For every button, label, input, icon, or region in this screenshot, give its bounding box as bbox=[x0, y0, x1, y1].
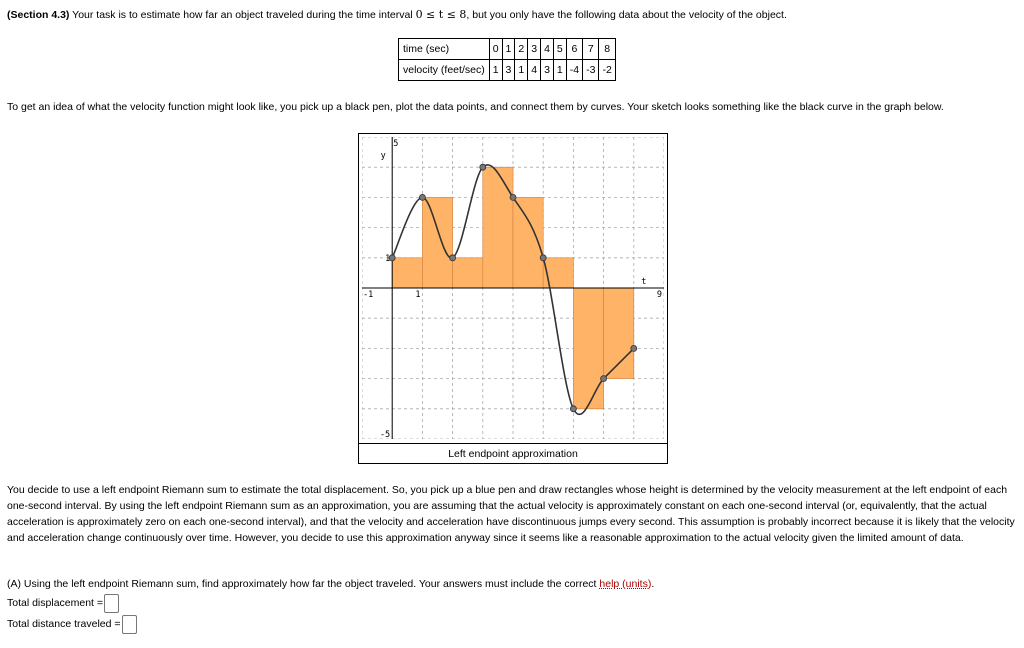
x-min-label: -1 bbox=[363, 290, 374, 300]
displacement-answer-input[interactable] bbox=[104, 594, 119, 613]
velocity-table bbox=[398, 38, 616, 81]
explanation-paragraph: You decide to use a left endpoint Riemann sum to estimate the total displacement. So, you pick up a blue pen and draw rectangles whose height is determined by the velocity measurement at the left endpoint of each one-second interval. By using the left endpoint Riemann sum as an approximation, you are assuming that the actual velocity is approximately constant on each one-second interval (or, equivalently, that the actual acceleration is approximately zero on each one-second interval), and that the velocity and acceleration have discontinuous jumps every second. This assumption is probably incorrect because it is likely that the velocity and acceleration change continuously over time. However, you decide to use this approximation anyway since it seems like a reasonable approximation to the actual velocity given the limited amount of data. bbox=[7, 484, 1015, 544]
graph-caption: Left endpoint approximation bbox=[359, 443, 667, 465]
riemann-rectangle bbox=[422, 197, 452, 288]
velocity-cell: -4 bbox=[566, 60, 582, 81]
y-max-label: 5 bbox=[393, 139, 399, 149]
help-units-link[interactable]: help (units) bbox=[599, 578, 652, 590]
time-header: time (sec) bbox=[399, 39, 490, 60]
sketch-text: To get an idea of what the velocity function might look like, you pick up a black pen, plot the data points, and connect them by curves. Your sketch looks something like the black curve in the graph below. bbox=[7, 101, 944, 113]
time-cell: 8 bbox=[599, 39, 615, 60]
question-end: . bbox=[651, 578, 655, 590]
riemann-rectangle bbox=[604, 288, 634, 379]
time-row bbox=[399, 39, 616, 60]
velocity-cell: 1 bbox=[489, 60, 502, 81]
y-axis-label: y bbox=[380, 151, 386, 161]
velocity-cell: -2 bbox=[599, 60, 615, 81]
data-point bbox=[631, 345, 637, 351]
distance-answer-input[interactable] bbox=[122, 615, 137, 634]
time-cell: 5 bbox=[553, 39, 566, 60]
velocity-row bbox=[399, 60, 616, 81]
time-cell: 7 bbox=[583, 39, 599, 60]
velocity-header: velocity (feet/sec) bbox=[399, 60, 490, 81]
data-point bbox=[601, 376, 607, 382]
interval-math: 0 ≤ t ≤ 8 bbox=[415, 8, 467, 21]
velocity-cell: 3 bbox=[541, 60, 554, 81]
data-point bbox=[480, 164, 486, 170]
x-max-label: 9 bbox=[656, 290, 662, 300]
time-cell: 4 bbox=[541, 39, 554, 60]
time-cell: 6 bbox=[566, 39, 582, 60]
time-cell: 2 bbox=[515, 39, 528, 60]
x-axis-label: t bbox=[641, 277, 647, 287]
velocity-cell: 3 bbox=[502, 60, 515, 81]
data-point bbox=[419, 194, 425, 200]
velocity-cell: 1 bbox=[515, 60, 528, 81]
y-min-label: -5 bbox=[379, 430, 391, 439]
data-point bbox=[540, 255, 546, 261]
intro-text: Your task is to estimate how far an object traveled during the time interval bbox=[72, 9, 413, 21]
data-point bbox=[570, 406, 576, 412]
problem-intro bbox=[7, 8, 787, 21]
intro-tail: , but you only have the following data about the velocity of the object. bbox=[466, 9, 787, 21]
time-cell: 1 bbox=[502, 39, 515, 60]
time-cell: 3 bbox=[528, 39, 541, 60]
question-line bbox=[7, 578, 654, 590]
riemann-rectangle bbox=[573, 288, 603, 409]
displacement-label: Total displacement = bbox=[7, 597, 104, 609]
data-point bbox=[450, 255, 456, 261]
displacement-row bbox=[7, 593, 119, 613]
velocity-cell: -3 bbox=[583, 60, 599, 81]
riemann-rectangle bbox=[392, 258, 422, 288]
distance-row bbox=[7, 614, 137, 634]
riemann-rectangle bbox=[543, 258, 573, 288]
y-one-label: 1 bbox=[385, 253, 391, 264]
data-point bbox=[510, 194, 516, 200]
velocity-graph bbox=[362, 137, 664, 439]
velocity-cell: 4 bbox=[528, 60, 541, 81]
velocity-cell: 1 bbox=[553, 60, 566, 81]
distance-label: Total distance traveled = bbox=[7, 618, 121, 630]
question-text: (A) Using the left endpoint Riemann sum, find approximately how far the object traveled. Your answers must include the correct bbox=[7, 578, 597, 590]
x-one-label: 1 bbox=[415, 290, 421, 300]
riemann-rectangle bbox=[483, 167, 513, 288]
time-cell: 0 bbox=[489, 39, 502, 60]
riemann-rectangle bbox=[453, 258, 483, 288]
graph-panel bbox=[358, 133, 668, 464]
section-label: (Section 4.3) bbox=[7, 9, 70, 21]
